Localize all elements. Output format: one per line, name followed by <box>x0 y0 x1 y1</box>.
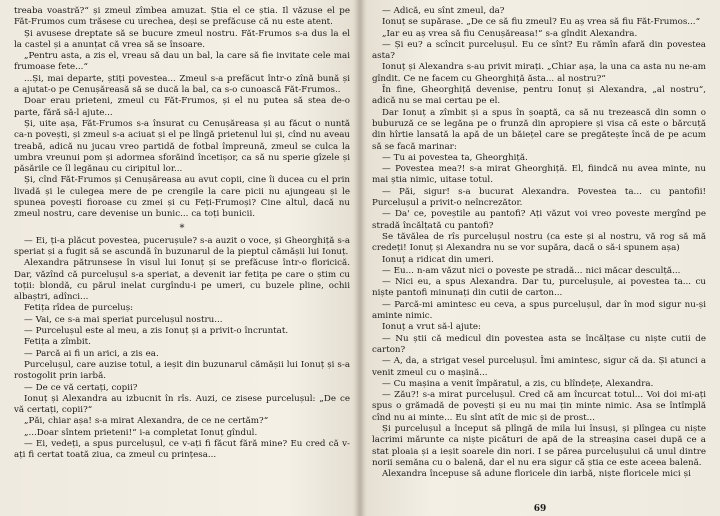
paragraph: Doar erau prieteni, zmeul cu Făt-Frumos, și el nu putea să stea de-o parte, fără să-l ajute... <box>14 96 350 118</box>
paragraph: „Iar eu aș vrea să fiu Cenușăreasa!“ s-a gîndit Alexandra. <box>382 28 638 39</box>
page-number: 69 <box>533 504 547 514</box>
paragraph: — A, da, a strigat vesel purcelușul. Îmi amintesc, sigur că da. Și atunci a venit zmeul cu o mașină... <box>372 356 706 378</box>
paragraph: Ionuț și Alexandra au izbucnit în rîs. Auzi, ce zisese purcelușul: „De ce vă certați, copii?“ <box>14 393 350 416</box>
paragraph: — Eu... n-am văzut nici o poveste pe stradă... nici măcar desculță... <box>382 265 681 276</box>
paragraph: Purcelușul, care auzise totul, a ieșit din buzunarul cămășii lui Ionuț și s-a rostogolit prin iarbă. <box>14 359 350 382</box>
paragraph: Alexandra începuse să adune floricele din iarbă, niște floricele mici și <box>382 469 691 480</box>
paragraph: — Povestea mea?! s-a mirat Gheorghiță. El, fiindcă nu avea minte, nu mai știa nimic, uitase totul. <box>372 164 706 186</box>
paragraph: Ionuț și Alexandra s-au privit mirați. „Chiar așa, la una ca asta nu ne-am gîndit. Ce ne facem cu Gheorghiță ăsta... al nostru?“ <box>372 62 706 84</box>
paragraph: — Ei, ți-a plăcut povestea, pucerușule? s-a auzit o voce, și Gheorghiță s-a speriat și a fugit să se ascundă în buzunarul de la pieptul cămășii lui Ionuț. <box>14 235 350 257</box>
paragraph: Ionuț a ridicat din umeri. <box>382 254 494 265</box>
paragraph: „Păi, chiar așa! s-a mirat Alexandra, de ce ne certăm?“ <box>24 416 269 427</box>
paragraph: treaba voastră?“ și zmeul zîmbea amuzat. Știa el ce știa. Il văzuse el pe Făt-Frumos cum trăsese cu urechea, deși se prefăcuse că nu este atent. <box>14 6 350 28</box>
paragraph: Ionuț se supărase. „De ce să fiu zmeul? Eu aș vrea să fiu Făt-Frumos...“ <box>382 17 701 28</box>
paragraph: Și, uite așa, Făt-Frumos s-a însurat cu Cenușăreasa și au făcut o nuntă ca-n povești, și zmeul s-a aciuat și el pe lîngă prietenul lui și, cînd nu aveau treabă, adică nu jucau vreo partidă de fotbal împreună, zmeul se culca la umbra vreunui pom și adormea sforăind încetișor, ca să nu sperie gîzele și păsările ce îl legănau cu ciripitul lor... <box>14 118 350 175</box>
paragraph: — Da' ce, poveștile au pantofi? Ați văzut voi vreo poveste mergînd pe stradă încălțată cu pantofi? <box>372 209 706 231</box>
paragraph: Se tăvălea de rîs purcelușul nostru (ca este și al nostru, vă rog să mă credeți! Ionuț și Alexandra nu se vor supăra, dacă o să-i spunem așa) <box>372 231 706 254</box>
paragraph: — Nu știi că medicul din povestea asta se încălțase cu niște cutii de carton? <box>372 333 706 355</box>
paragraph: — Nici eu, a spus Alexandra. Dar tu, purcelușule, ai povestea ta... cu niște pantofi minunați din cutii de carton... <box>372 277 706 299</box>
paragraph: — Păi, sigur! s-a bucurat Alexandra. Povestea ta... cu pantofii! Purcelușul a privit-o neîncrezător. <box>372 186 706 209</box>
paragraph: — Și eu? a scîncit purcelușul. Eu ce sînt? Eu rămîn afară din povestea asta? <box>372 39 706 62</box>
paragraph: — Purcelușul este al meu, a zis Ionuț și a privit-o încruntat. <box>24 326 289 337</box>
paragraph: Fetița a zîmbit. <box>24 337 91 348</box>
paragraph: — Parcă-mi amintesc eu ceva, a spus purcelușul, dar în mod sigur nu-și aminte nimic. <box>372 299 706 322</box>
paragraph: Și avusese dreptate să se bucure zmeul nostru. Făt-Frumos s-a dus la el la castel și a anunțat că vrea să se însoare. <box>14 28 350 50</box>
paragraph: — Tu ai povestea ta, Gheorghiță. <box>382 152 528 163</box>
paragraph: Și, cînd Făt-Frumos și Cenușăreasa au avut copii, cine îi ducea cu el prin livadă și le culegea mere de pe crengile la care picii nu ajungeau și le spunea povești fioroase cu zmei și cu Feți-Frumoși? Cine altul, dacă nu zmeul nostru, care devenise un bunic... ca toți bunicii. <box>14 175 350 220</box>
paragraph: — De ce vă certați, copii? <box>24 382 138 393</box>
paragraph: „Pentru asta, a zis el, vreau să dau un bal, la care să fie invitate cele mai frumoase fete...“ <box>14 51 350 73</box>
paragraph: Fetița rîdea de purceluș: <box>24 303 134 314</box>
paragraph: — Vai, ce s-a mai speriat purcelușul nostru... <box>24 314 223 325</box>
paragraph: „...Doar sîntem prieteni!“ i-a completat Ionuț gîndul. <box>24 427 258 438</box>
paragraph: Dar Ionuț a zîmbit și a spus în șoaptă, ca să nu trezească din somn o buburuză ce se legăna pe o frunză din apropiere și visa că este o bărcuță din hîrtie lansată la apă de un băiețel care se pregătește încă de pe acum să se facă marinar: <box>372 107 706 152</box>
paragraph: Alexandra pătrunsese în visul lui Ionuț și se prefăcuse într-o floricică. Dar, văzînd că purcelușul s-a speriat, a devenit iar fetița pe care o știm cu toții: blondă, cu părul inelat curgîndu-i pe umeri, cu buzele pline, ochii albaștri, adînci... <box>14 258 350 303</box>
section-separator: * <box>179 222 185 234</box>
paragraph: — Adică, eu sînt zmeul, da? <box>382 6 505 16</box>
paragraph: — Cu mașina a venit împăratul, a zis, cu blîndețe, Alexandra. <box>382 378 654 389</box>
paragraph: ...Și, mai departe, știți povestea... Zmeul s-a prefăcut într-o zînă bună și a ajutat-o pe Cenușăreasă să se ducă la bal, ca s-o cunoască Făt-Frumos.. <box>14 73 350 96</box>
paragraph: — Zău?! s-a mirat purcelușul. Cred că am încurcat totul... Voi doi mi-ați spus o grămadă de povești și eu nu mai țin minte nimic. Asa se întîmplă cînd nu ai minte... Eu sînt atît de mic și de prost... <box>372 390 706 423</box>
paragraph: Ionuț a vrut să-l ajute: <box>382 322 481 333</box>
right-page <box>360 0 720 516</box>
paragraph: Și purcelușul a început să plîngă de mila lui însuși, și plîngea cu niște lacrimi mărunte ca niște picături de apă de la streașina casei după ce a stat ploaia și a ieșit soarele din nori. I se părea purcelușului că unul dintre norii semăna cu o balenă, dar el nu era sigur că știa ce este aceea balenă. <box>372 423 706 468</box>
paragraph: În fine, Gheorghiță devenise, pentru Ionuț și Alexandra, „al nostru“, adică nu se mai certau pe el. <box>372 85 706 107</box>
paragraph: — Ei, vedeți, a spus purcelușul, ce v-ați fi făcut fără mine? Eu cred că v-ați fi certat toată ziua, ca zmeul cu prințesa... <box>14 438 350 461</box>
paragraph: — Parcă ai fi un arici, a zis ea. <box>24 348 159 359</box>
